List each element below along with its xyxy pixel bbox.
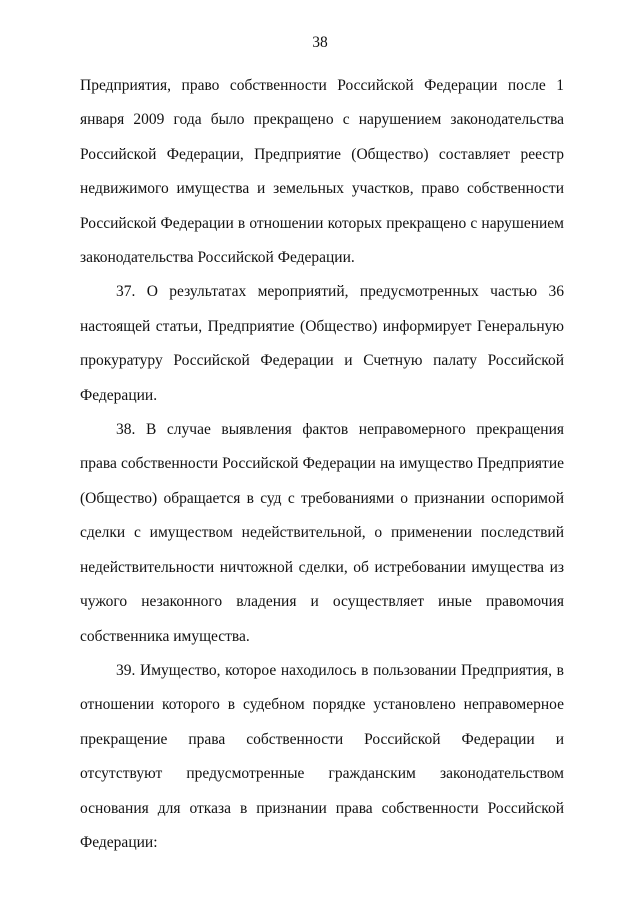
page-number: 38 <box>312 34 328 51</box>
paragraph-37: 37. О результатах мероприятий, предусмотренных частью 36 настоящей статьи, Предприятие (Общество) информирует Генеральную прокуратуру Российской Федерации и Счетную палату Российской Федерации. <box>80 283 564 404</box>
paragraph-38: 38. В случае выявления фактов неправомерного прекращения права собственности Российской Федерации на имущество Предприятие (Общество) обращается в суд с требованиями о признании оспоримой сделки с имуществом недействительной, о применении последствий недействительности ничтожной сделки, об истребовании имущества из чужого незаконного владения и осуществляет иные правомочия собственника имущества. <box>80 421 564 645</box>
paragraph-39: 39. Имущество, которое находилось в пользовании Предприятия, в отношении которого в судебном порядке установлено неправомерное прекращение права собственности Российской Федерации и отсутствуют предусмотренные гражданским законодательством основания для отказа в признании права собственности Российской Федерации: <box>80 661 564 851</box>
document-body <box>80 69 564 860</box>
paragraph-continuation: Предприятия, право собственности Российской Федерации после 1 января 2009 года было прекращено с нарушением законодательства Российской Федерации, Предприятие (Общество) составляет реестр недвижимого имущества и земельных участков, право собственности Российской Федерации в отношении которых прекращено с нарушением законодательства Российской Федерации. <box>80 77 564 267</box>
